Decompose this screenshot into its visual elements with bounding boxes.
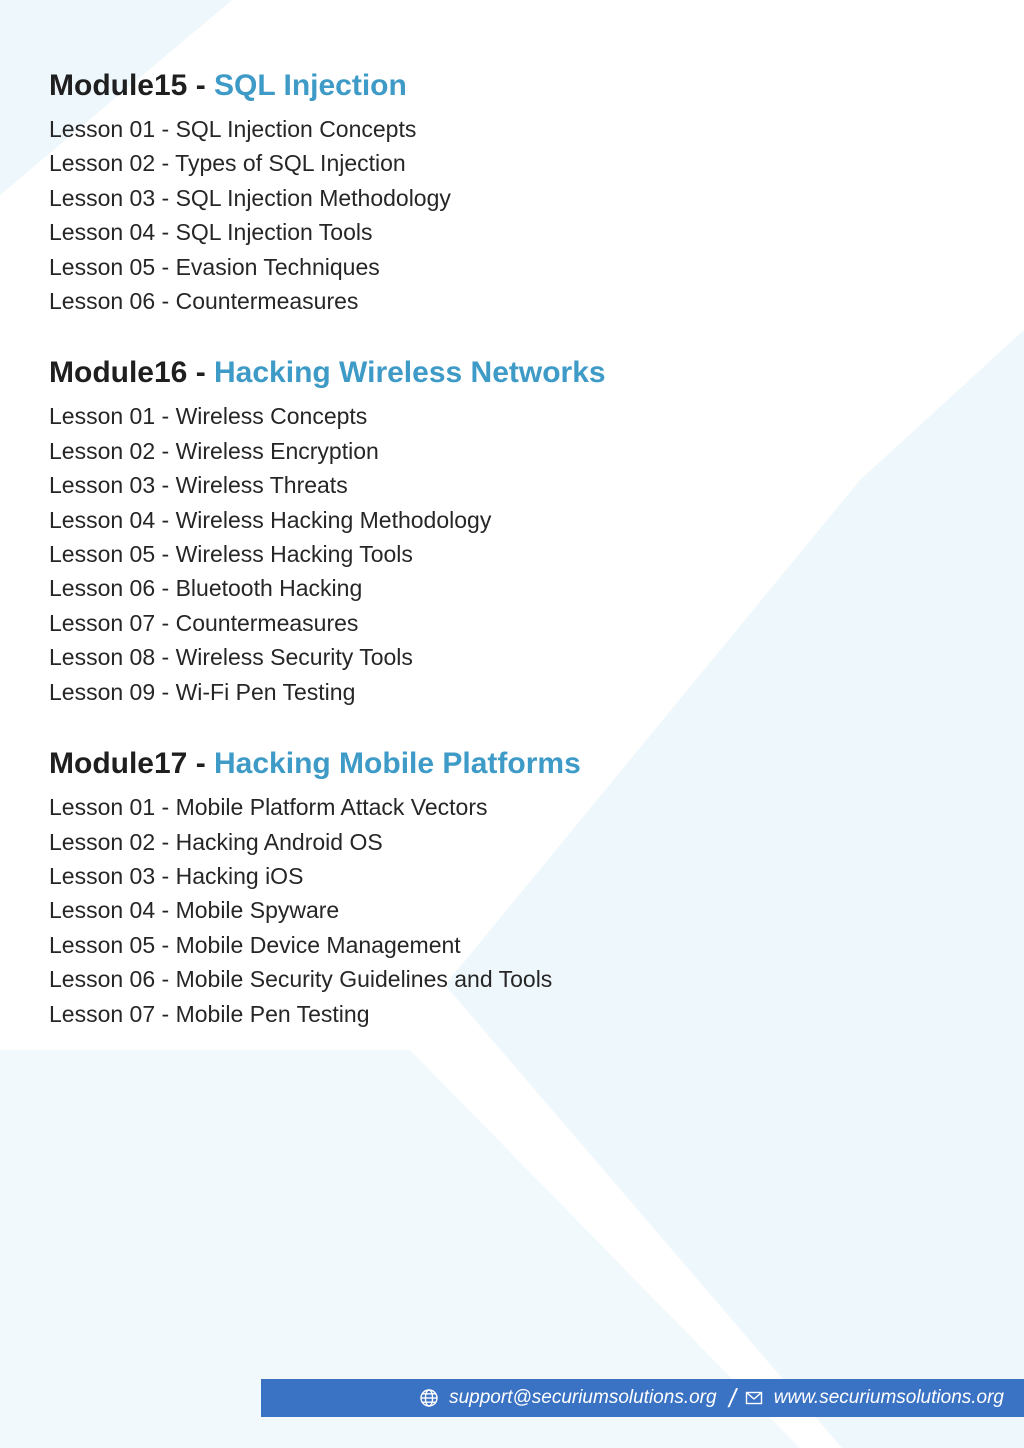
module-heading xyxy=(49,68,989,104)
module-16 xyxy=(49,355,989,709)
module-number: Module15 - xyxy=(49,69,215,102)
lesson-item: Lesson 03 - Hacking iOS xyxy=(49,862,304,889)
globe-icon xyxy=(419,1388,439,1408)
lesson-item: Lesson 07 - Mobile Pen Testing xyxy=(49,1000,370,1027)
lesson-item: Lesson 04 - Wireless Hacking Methodology xyxy=(49,506,492,533)
course-outline xyxy=(49,68,989,1068)
module-title: Hacking Mobile Platforms xyxy=(214,747,581,781)
lesson-list xyxy=(49,790,989,1031)
lesson-item: Lesson 06 - Bluetooth Hacking xyxy=(49,575,363,602)
lesson-item: Lesson 01 - Mobile Platform Attack Vectors xyxy=(49,794,488,821)
lesson-item: Lesson 08 - Wireless Security Tools xyxy=(49,644,413,671)
lesson-list xyxy=(49,399,989,709)
lesson-item: Lesson 01 - Wireless Concepts xyxy=(49,403,368,430)
lesson-item: Lesson 03 - SQL Injection Methodology xyxy=(49,184,451,211)
lesson-item: Lesson 05 - Wireless Hacking Tools xyxy=(49,541,413,568)
module-17 xyxy=(49,746,989,1031)
footer-separator: / xyxy=(726,1382,739,1413)
lesson-item: Lesson 06 - Countermeasures xyxy=(49,288,359,315)
lesson-item: Lesson 02 - Types of SQL Injection xyxy=(49,150,406,177)
support-email-link[interactable]: support@securiumsolutions.org xyxy=(449,1387,717,1408)
lesson-item: Lesson 05 - Evasion Techniques xyxy=(49,253,380,280)
lesson-item: Lesson 02 - Wireless Encryption xyxy=(49,437,379,464)
module-number: Module17 - xyxy=(49,747,215,781)
lesson-item: Lesson 01 - SQL Injection Concepts xyxy=(49,116,417,142)
lesson-item: Lesson 09 - Wi-Fi Pen Testing xyxy=(49,678,356,705)
module-heading xyxy=(49,746,989,782)
module-heading xyxy=(49,355,989,391)
lesson-item: Lesson 07 - Countermeasures xyxy=(49,609,359,636)
envelope-icon xyxy=(744,1388,764,1408)
lesson-item: Lesson 04 - SQL Injection Tools xyxy=(49,219,373,246)
module-15 xyxy=(49,68,989,318)
lesson-item: Lesson 02 - Hacking Android OS xyxy=(49,828,383,855)
module-title: Hacking Wireless Networks xyxy=(214,356,606,390)
lesson-list xyxy=(49,112,989,318)
lesson-item: Lesson 04 - Mobile Spyware xyxy=(49,897,340,924)
footer-contact-bar xyxy=(261,1379,1024,1417)
module-title: SQL Injection xyxy=(214,69,407,102)
lesson-item: Lesson 06 - Mobile Security Guidelines and Tools xyxy=(49,966,553,993)
website-link[interactable]: www.securiumsolutions.org xyxy=(773,1387,1004,1408)
lesson-item: Lesson 03 - Wireless Threats xyxy=(49,472,348,499)
module-number: Module16 - xyxy=(49,356,215,390)
lesson-item: Lesson 05 - Mobile Device Management xyxy=(49,931,461,958)
